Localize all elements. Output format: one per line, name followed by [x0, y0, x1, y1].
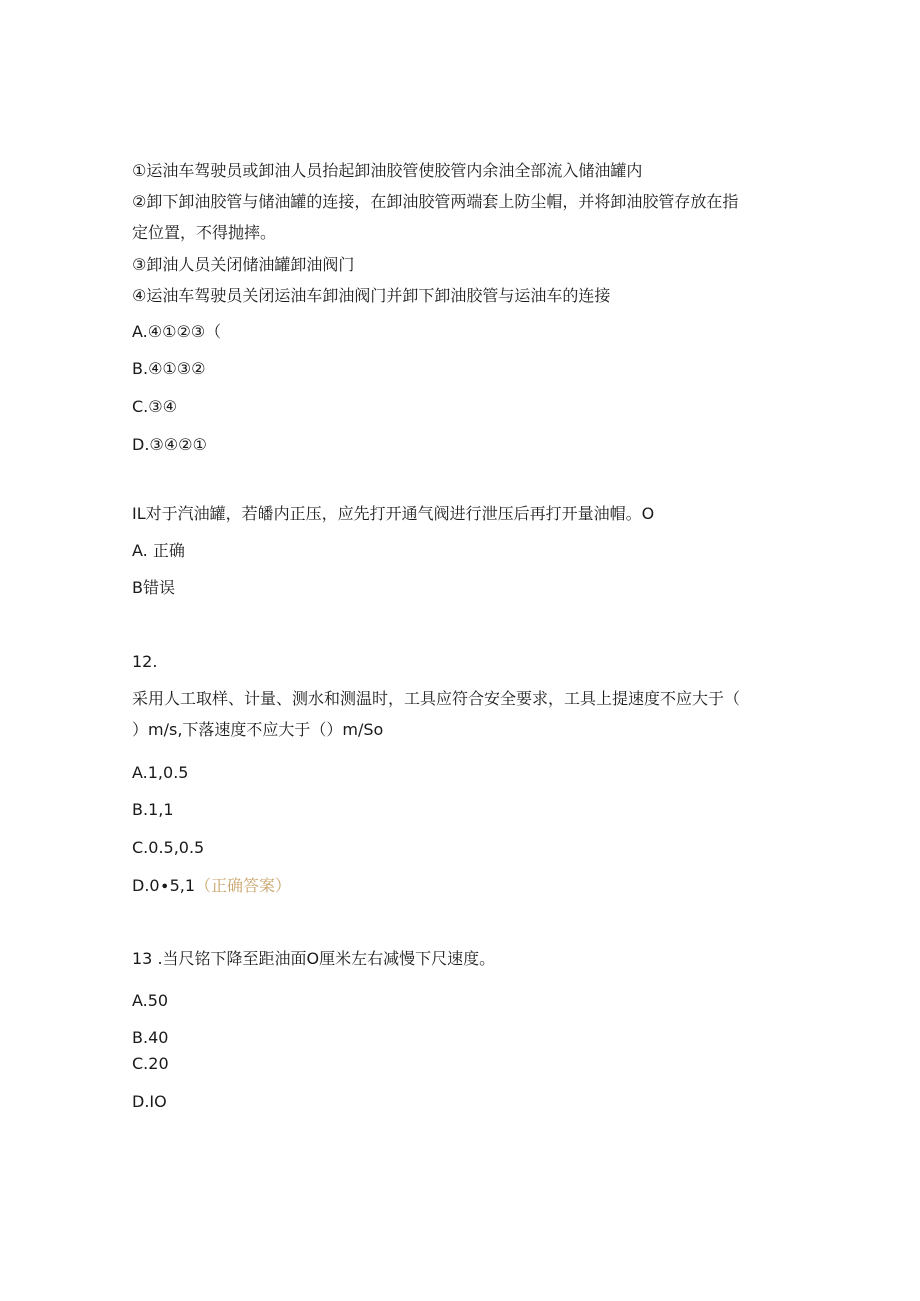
- option-d: D.③④②①: [132, 435, 207, 454]
- question-text: 采用人工取样、计量、测水和测温时，工具应符合安全要求，工具上提速度不应大于（: [132, 689, 741, 708]
- option-c: C.20: [132, 1054, 169, 1073]
- option-d-row: [132, 875, 291, 897]
- step-line: 定位置，不得抛摔。: [132, 223, 277, 242]
- option-b: B.④①③②: [132, 359, 206, 378]
- option-a: A. 正确: [132, 541, 185, 560]
- correct-answer-note: （正确答案）: [195, 876, 292, 895]
- option-a: A.50: [132, 991, 169, 1010]
- option-b: B错误: [132, 578, 175, 597]
- step-line: ②卸下卸油胶管与储油罐的连接，在卸油胶管两端套上防尘帽，并将卸油胶管存放在指: [132, 192, 739, 211]
- option-d: D.IO: [132, 1092, 167, 1111]
- question-text: IL对于汽油罐，若皤内正压，应先打开通气阀进行泄压后再打开量油帽。O: [132, 504, 655, 523]
- option-a: A.1,0.5: [132, 763, 189, 782]
- step-line: ③卸油人员关闭储油罐卸油阀门: [132, 255, 355, 274]
- question-number: 12.: [132, 652, 158, 671]
- option-a: A.④①②③（: [132, 322, 222, 341]
- question-text: ）m∕s,下落速度不应大于（）m/So: [132, 720, 384, 739]
- question-text: 13 .当尺铭下降至距油面O厘米左右减慢下尺速度。: [132, 949, 496, 968]
- option-b: B.40: [132, 1028, 169, 1047]
- step-line: ①运油车驾驶员或卸油人员抬起卸油胶管使胶管内余油全部流入储油罐内: [132, 161, 643, 180]
- step-line: ④运油车驾驶员关闭运油车卸油阀门并卸下卸油胶管与运油车的连接: [132, 286, 611, 305]
- option-d: D.0∙5,1: [132, 876, 196, 895]
- option-b: B.1,1: [132, 800, 174, 819]
- option-c: C.③④: [132, 397, 177, 416]
- option-c: C.0.5,0.5: [132, 838, 205, 857]
